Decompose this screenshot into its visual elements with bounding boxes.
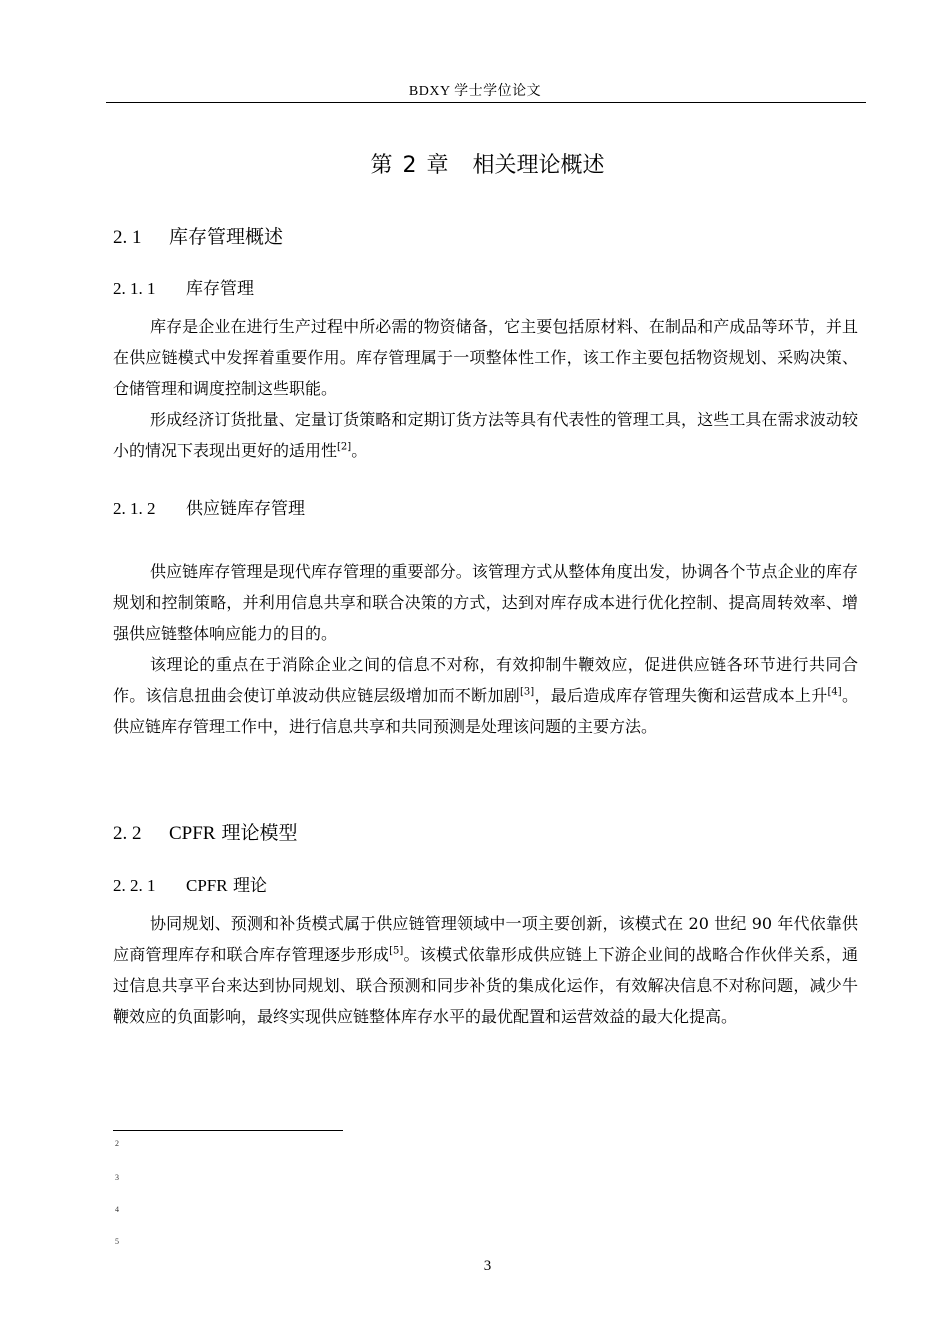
chapter-suffix: 章: [426, 153, 449, 178]
chapter-label: 第: [370, 153, 393, 178]
page-number: 3: [483, 1258, 492, 1274]
paragraph-text: ，最后造成库存管理失衡和运营成本上升: [534, 686, 828, 705]
footnote-3: 3: [115, 1173, 119, 1182]
subsection-number: 2. 1. 1: [113, 279, 156, 298]
footnote-separator: [113, 1130, 343, 1131]
paragraph-inventory-definition: 库存是企业在进行生产过程中所必需的物资储备，它主要包括原材料、在制品和产成品等环节，并且在供应链模式中发挥着重要作用。库存管理属于一项整体性工作，该工作主要包括物资规划、采购决策、仓储管理和调度控制这些职能。: [113, 317, 858, 398]
section-title-latin: CPFR: [169, 823, 216, 844]
paragraph-text: 。该模式依靠形成供应链上下游企业间的战略合作伙伴关系，通过信息共享平台来达到协同规划、联合预测和同步补货的集成化运作，有效解决信息不对称问题，减少牛鞭效应的负面影响，最终实现供应链整体库存水平的最优配置和运营效益的最大化提高。: [113, 945, 858, 1026]
paragraph-supply-chain-inventory: 供应链库存管理是现代库存管理的重要部分。该管理方式从整体角度出发，协调各个节点企业的库存规划和控制策略，并利用信息共享和联合决策的方式，达到对库存成本进行优化控制、提高周转效率、增强供应链整体响应能力的目的。: [113, 562, 858, 643]
section-number: 2. 2: [113, 823, 142, 844]
subsection-title: 供应链库存管理: [186, 499, 305, 519]
chapter-name: 相关理论概述: [472, 153, 605, 178]
section-heading-2-1: [113, 222, 283, 249]
subsection-title: 库存管理: [186, 279, 254, 299]
citation-ref: [4]: [827, 686, 842, 698]
subsection-title: 理论: [233, 876, 267, 896]
chapter-title: [0, 148, 950, 179]
footnote-5: 5: [115, 1237, 119, 1246]
paragraph-text: 。供应链库存管理工作中，进行信息共享和共同预测是处理该问题的主要方法。: [113, 686, 858, 736]
subsection-number: 2. 2. 1: [113, 876, 156, 895]
paragraph-text: 形成经济订货批量、定量订货策略和定期订货方法等具有代表性的管理工具，这些工具在需求波动较小的情况下表现出更好的适用性: [113, 410, 858, 460]
section-title: 理论模型: [221, 822, 298, 844]
running-header: BDXY 学士学位论文: [408, 84, 542, 99]
section-heading-2-2: [113, 818, 298, 845]
section-title: 库存管理概述: [169, 226, 284, 248]
subsection-number: 2. 1. 2: [113, 499, 156, 518]
subsection-title-latin: CPFR: [186, 876, 228, 895]
paragraph-cpfr-theory: [113, 908, 858, 1032]
paragraph-text: 该理论的重点在于消除企业之间的信息不对称，有效抑制牛鞭效应，促进供应链各环节进行共同合作。该信息扭曲会使订单波动供应链层级增加而不断加剧: [113, 655, 858, 705]
section-number: 2. 1: [113, 227, 142, 248]
paragraph-end: 。: [351, 441, 368, 460]
subsection-heading-2-1-2: [113, 494, 305, 519]
paragraph-bullwhip: [113, 649, 858, 742]
subsection-heading-2-2-1: [113, 871, 267, 896]
subsection-heading-2-1-1: [113, 274, 254, 299]
paragraph-text: 协同规划、预测和补货模式属于供应链管理领域中一项主要创新，该模式在 20 世纪 90 年代依靠供应商管理库存和联合库存管理逐步形成: [113, 914, 858, 964]
citation-ref: [2]: [337, 441, 352, 453]
paragraph-inventory-tools: [113, 404, 858, 466]
footnote-4: 4: [115, 1205, 119, 1214]
chapter-number: 2: [402, 153, 417, 178]
citation-ref: [3]: [520, 686, 535, 698]
header-rule: [106, 102, 866, 103]
footnote-2: 2: [115, 1139, 119, 1148]
citation-ref: [5]: [389, 945, 404, 957]
